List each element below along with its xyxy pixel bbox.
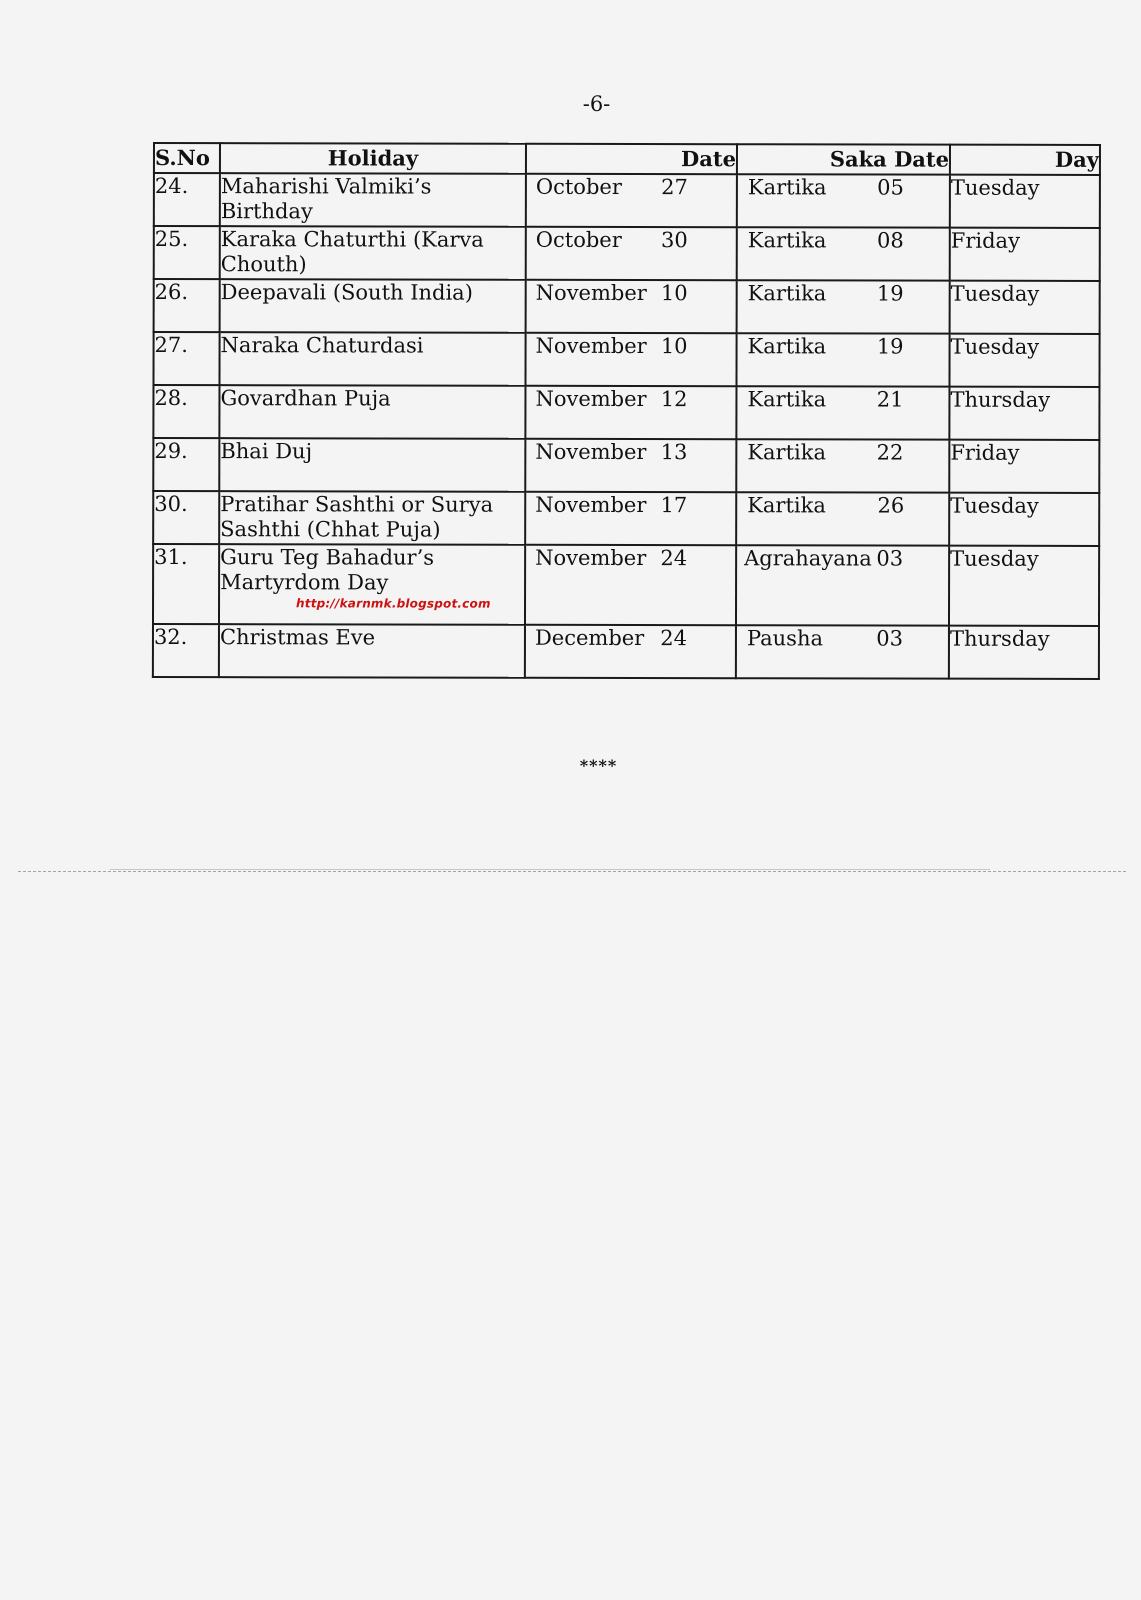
- row-saka-day: 22: [876, 440, 904, 465]
- row-holiday-text: Guru Teg Bahadur’s Martyrdom Day: [220, 545, 435, 595]
- row-date-day: 12: [660, 387, 688, 412]
- row-saka-month: Kartika: [747, 281, 827, 306]
- row-date: [525, 492, 736, 545]
- header-sno: S.No: [154, 143, 220, 173]
- row-date: [525, 439, 736, 492]
- row-saka-date: [737, 280, 950, 333]
- row-saka-day: 03: [876, 546, 904, 571]
- row-holiday: Maharishi Valmiki’s Birthday: [220, 173, 526, 227]
- row-holiday: Deepavali (South India): [220, 279, 526, 333]
- header-holiday: Holiday: [220, 143, 526, 174]
- row-date: [526, 280, 737, 333]
- row-saka-month: Kartika: [747, 334, 827, 359]
- table-row: [154, 279, 1100, 334]
- row-date-month: October: [535, 227, 622, 252]
- watermark-link[interactable]: http://karnmk.blogspot.com: [296, 596, 491, 611]
- row-saka-month: Kartika: [747, 493, 826, 518]
- row-day: Friday: [950, 228, 1100, 281]
- row-date-month: November: [535, 545, 647, 571]
- table-header-row: [154, 143, 1100, 175]
- header-day: Day: [950, 145, 1100, 175]
- row-date-day: 17: [660, 493, 688, 518]
- row-holiday: [219, 544, 525, 625]
- row-holiday: Karaka Chaturthi (Karva Chouth): [220, 226, 526, 280]
- row-day: Tuesday: [949, 546, 1099, 626]
- row-date-day: 24: [660, 546, 688, 571]
- row-day: Tuesday: [950, 175, 1100, 228]
- row-sno: 31.: [153, 544, 219, 624]
- row-saka-month: Kartika: [747, 440, 827, 465]
- row-date: [526, 174, 737, 227]
- page-number: -6-: [582, 92, 611, 116]
- row-date-day: 30: [661, 228, 688, 253]
- table-row: [153, 624, 1099, 679]
- table-row: [154, 226, 1100, 281]
- row-saka-date: [736, 492, 949, 545]
- table-row: [153, 544, 1099, 626]
- row-saka-month: Kartika: [747, 228, 827, 253]
- row-date-month: November: [535, 280, 647, 306]
- row-date-month: October: [535, 174, 622, 199]
- row-holiday: Naraka Chaturdasi: [219, 332, 525, 386]
- row-holiday: Pratihar Sashthi or Surya Sashthi (Chhat Puja): [219, 491, 525, 545]
- table-row: [153, 491, 1099, 546]
- row-sno: 29.: [153, 438, 219, 491]
- row-saka-month: Pausha: [746, 626, 824, 651]
- row-saka-day: 03: [876, 626, 903, 651]
- row-date-month: November: [535, 386, 647, 412]
- row-holiday: Govardhan Puja: [219, 385, 525, 439]
- row-saka-date: [737, 227, 950, 280]
- scan-divider-faint: [110, 869, 990, 870]
- row-saka-day: 26: [877, 493, 905, 518]
- row-sno: 32.: [153, 624, 219, 677]
- row-day: Thursday: [949, 387, 1099, 440]
- row-date-day: 10: [660, 281, 688, 306]
- row-date-day: 10: [660, 334, 688, 359]
- row-sno: 24.: [154, 173, 220, 226]
- row-holiday: Christmas Eve: [219, 624, 525, 678]
- table-row: [153, 438, 1099, 493]
- row-day: Thursday: [949, 626, 1099, 679]
- table-row: [153, 385, 1099, 440]
- row-saka-day: 08: [877, 228, 904, 253]
- row-day: Friday: [949, 440, 1099, 493]
- row-saka-date: [736, 333, 949, 386]
- row-date-day: 13: [660, 440, 688, 465]
- row-saka-day: 05: [877, 175, 904, 200]
- row-sno: 27.: [153, 332, 219, 385]
- row-date: [525, 625, 736, 678]
- row-day: Tuesday: [949, 493, 1099, 546]
- holiday-table: [152, 142, 1101, 680]
- table-row: [153, 332, 1099, 387]
- end-marker: ****: [579, 756, 618, 775]
- row-date: [525, 333, 736, 386]
- row-saka-day: 21: [876, 387, 904, 412]
- row-saka-date: [736, 545, 949, 625]
- row-date-day: 24: [660, 626, 687, 651]
- row-sno: 25.: [154, 226, 220, 279]
- row-saka-day: 19: [876, 281, 904, 306]
- row-date-month: November: [535, 439, 647, 465]
- row-saka-date: [737, 174, 950, 227]
- row-day: Tuesday: [950, 281, 1100, 334]
- row-date-month: December: [534, 625, 645, 651]
- row-date: [525, 545, 736, 625]
- table-row: [154, 173, 1100, 228]
- row-sno: 28.: [153, 385, 219, 438]
- row-saka-month: Kartika: [747, 175, 827, 200]
- row-day: Tuesday: [949, 334, 1099, 387]
- row-date-month: November: [535, 492, 647, 518]
- row-holiday: Bhai Duj: [219, 438, 525, 492]
- header-date: Date: [526, 144, 737, 174]
- row-saka-month: Kartika: [747, 387, 827, 412]
- row-saka-date: [736, 625, 949, 678]
- row-sno: 26.: [154, 279, 220, 332]
- row-saka-month: Agrahayana: [744, 546, 872, 571]
- row-sno: 30.: [153, 491, 219, 544]
- row-saka-date: [736, 386, 949, 439]
- scan-divider: [18, 871, 1126, 872]
- row-date-month: November: [535, 333, 647, 359]
- row-date: [526, 227, 737, 280]
- row-saka-day: 19: [876, 334, 904, 359]
- row-date: [525, 386, 736, 439]
- row-saka-date: [736, 439, 949, 492]
- header-saka-date: Saka Date: [737, 144, 950, 174]
- row-date-day: 27: [661, 175, 688, 200]
